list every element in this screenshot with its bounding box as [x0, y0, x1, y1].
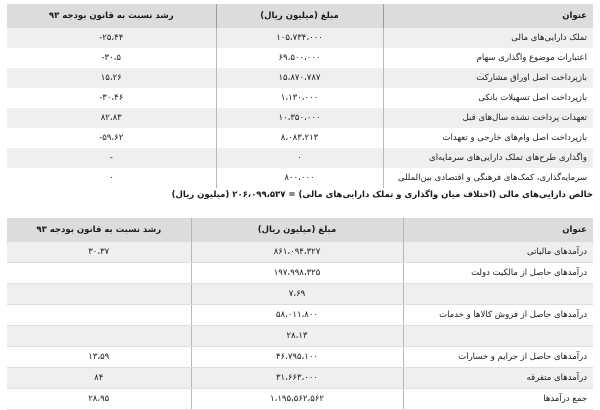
table-row: [7, 242, 593, 263]
row-title: [403, 284, 593, 305]
table-row: [7, 48, 593, 68]
row-amount: ۱۵،۸۷۰،۷۸۷: [216, 68, 383, 88]
row-title: جمع درآمدها: [403, 389, 593, 410]
table-row: [7, 263, 593, 284]
row-title: درآمدهای حاصل از فروش کالاها و خدمات: [403, 305, 593, 326]
table-header-row: [7, 4, 593, 28]
row-growth: ۸۴: [7, 368, 191, 389]
row-growth: -۲۵،۴۴: [7, 28, 216, 48]
header-amount: مبلغ (میلیون ریال): [216, 4, 383, 28]
table-header-row: [7, 218, 593, 242]
row-amount: ۸۰۰،۰۰۰: [216, 168, 383, 188]
row-amount: ۲۸،۱۳: [191, 326, 403, 347]
row-amount: ۵۸،۰۱۱،۸۰۰: [191, 305, 403, 326]
header-title: عنوان: [403, 218, 593, 242]
table-row: [7, 128, 593, 148]
header-growth: رشد نسبت به قانون بودجه ۹۳: [7, 4, 216, 28]
table-row: [7, 88, 593, 108]
row-growth: ۱۵،۲۶: [7, 68, 216, 88]
table-row: [7, 284, 593, 305]
row-amount: ۰: [216, 148, 383, 168]
row-title: بازپرداخت اصل وام‌های خارجی و تعهدات: [383, 128, 593, 148]
header-title: عنوان: [383, 4, 593, 28]
row-amount: ۴۶،۷۹۵،۱۰۰: [191, 347, 403, 368]
row-amount: ۱،۱۹۵،۵۶۲،۵۶۲: [191, 389, 403, 410]
row-growth: -: [7, 148, 216, 168]
row-title: بازپرداخت اصل تسهیلات بانکی: [383, 88, 593, 108]
table-row: [7, 108, 593, 128]
row-amount: ۸۶۱،۰۹۴،۳۲۷: [191, 242, 403, 263]
revenues-table: [7, 218, 593, 410]
row-title: درآمدهای حاصل از مالکیت دولت: [403, 263, 593, 284]
row-title: سرمایه‌گذاری، کمک‌های فرهنگی و اقتصادی بین‌المللی: [383, 168, 593, 188]
table-row: [7, 305, 593, 326]
row-growth: ۰: [7, 168, 216, 188]
row-amount: ۸،۰۸۳،۲۱۳: [216, 128, 383, 148]
table-row: [7, 68, 593, 88]
row-growth: -۳۰،۵: [7, 48, 216, 68]
table-row: [7, 28, 593, 48]
row-growth: [7, 263, 191, 284]
row-amount: ۱،۱۳۰،۰۰۰: [216, 88, 383, 108]
row-title: تملک دارایی‌های مالی: [383, 28, 593, 48]
row-title: درآمدهای متفرقه: [403, 368, 593, 389]
row-title: [403, 326, 593, 347]
row-amount: ۶۹،۵۰۰،۰۰۰: [216, 48, 383, 68]
row-growth: -۵۹،۶۲: [7, 128, 216, 148]
row-amount: ۳۱،۶۶۳،۰۰۰: [191, 368, 403, 389]
header-growth: رشد نسبت به قانون بودجه ۹۳: [7, 218, 191, 242]
table-row: [7, 148, 593, 168]
header-amount: مبلغ (میلیون ریال): [191, 218, 403, 242]
table-row: [7, 326, 593, 347]
row-amount: ۱۰۵،۷۳۴،۰۰۰: [216, 28, 383, 48]
net-financial-assets-note: خالص دارایی‌های مالی (اختلاف میان واگذاری و تملک دارایی‌های مالی) = ۲۰۶،۰۹۹،۵۳۷ (میلیون ریال): [171, 190, 593, 200]
row-title: درآمدهای مالیاتی: [403, 242, 593, 263]
row-growth: ۱۳،۵۹: [7, 347, 191, 368]
financial-assets-table: [7, 4, 593, 188]
table-row: [7, 347, 593, 368]
row-title: واگذاری طرح‌های تملک دارایی‌های سرمایه‌ای: [383, 148, 593, 168]
row-amount: ۱۹۷،۹۹۸،۳۲۵: [191, 263, 403, 284]
table-row: [7, 168, 593, 188]
row-title: اعتبارات موضوع واگذاری سهام: [383, 48, 593, 68]
row-growth: ۳۰،۳۷: [7, 242, 191, 263]
row-growth: ۲۸،۹۵: [7, 389, 191, 410]
row-growth: ۸۲،۸۳: [7, 108, 216, 128]
row-title: درآمدهای حاصل از جرایم و خسارات: [403, 347, 593, 368]
table-row: [7, 368, 593, 389]
row-title: بازپرداخت اصل اوراق مشارکت: [383, 68, 593, 88]
row-growth: [7, 326, 191, 347]
row-growth: [7, 305, 191, 326]
row-amount: ۷،۶۹: [191, 284, 403, 305]
row-amount: ۱۰،۳۵۰،۰۰۰: [216, 108, 383, 128]
row-growth: -۳۰،۴۶: [7, 88, 216, 108]
row-growth: [7, 284, 191, 305]
row-title: تعهدات پرداخت نشده سال‌های قبل: [383, 108, 593, 128]
table-row: [7, 389, 593, 410]
